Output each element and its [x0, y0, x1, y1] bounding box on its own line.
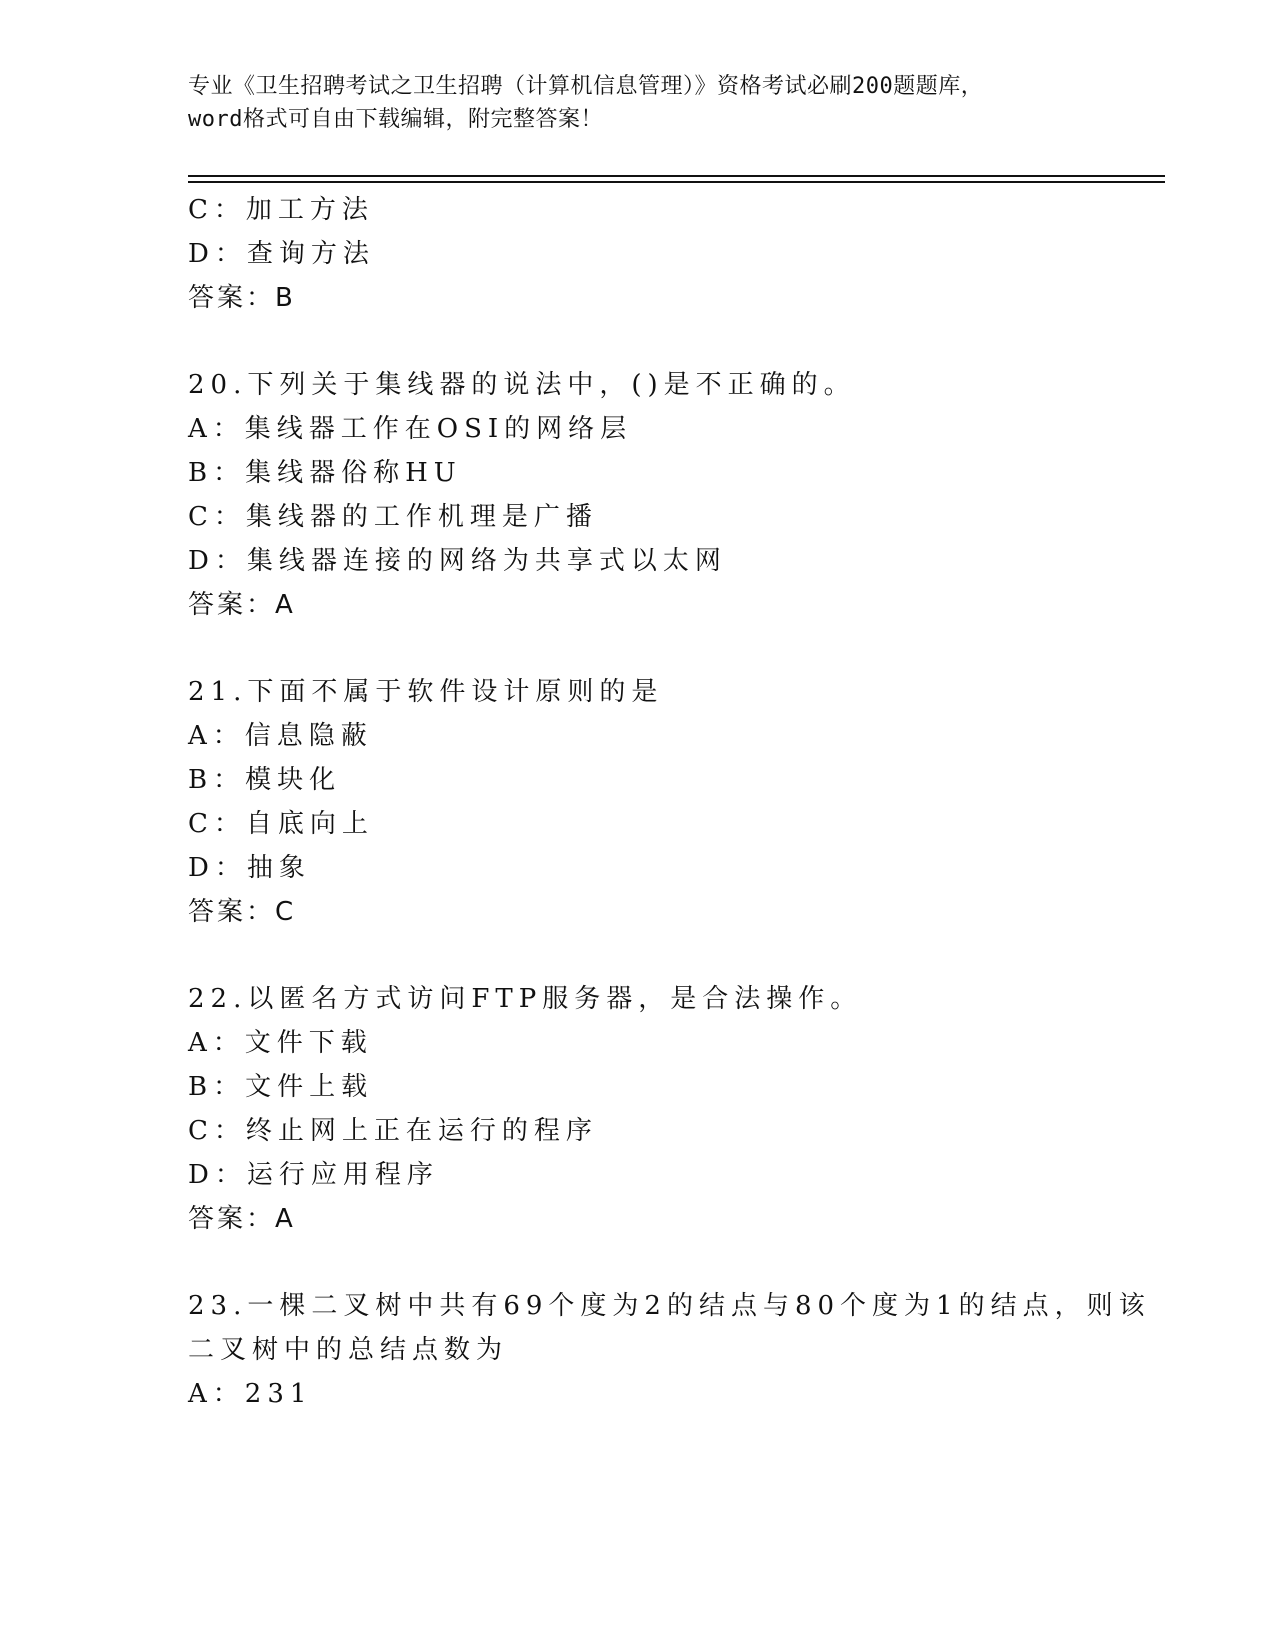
q20-option-b: B：集线器俗称HU — [188, 458, 462, 488]
prev-option-c: C：加工方法 — [188, 195, 374, 225]
q23-stem-line-2: 二叉树中的总结点数为 — [188, 1335, 509, 1365]
q21-option-b: B：模块化 — [188, 765, 342, 795]
q21-option-c: C：自底向上 — [188, 809, 374, 839]
q22-option-c: C：终止网上正在运行的程序 — [188, 1116, 598, 1146]
q20-option-a: A：集线器工作在OSI的网络层 — [188, 414, 633, 444]
prev-option-d: D：查询方法 — [188, 239, 375, 269]
header-line-1: 专业《卫生招聘考试之卫生招聘（计算机信息管理）》资格考试必刷200题题库， — [188, 74, 984, 99]
header-line-2: word格式可自由下载编辑，附完整答案！ — [188, 107, 603, 132]
q21-option-d: D：抽象 — [188, 853, 311, 883]
q20-stem: 20.下列关于集线器的说法中，()是不正确的。 — [188, 370, 856, 400]
q20-option-d: D：集线器连接的网络为共享式以太网 — [188, 546, 727, 576]
q22-option-a: A：文件下载 — [188, 1028, 373, 1058]
q21-answer: 答案：C — [188, 897, 297, 927]
header-divider-bottom — [188, 181, 1165, 183]
q23-stem-line-1: 23.一棵二叉树中共有69个度为2的结点与80个度为1的结点，则该 — [188, 1291, 1151, 1321]
q21-option-a: A：信息隐蔽 — [188, 721, 373, 751]
q21-stem: 21.下面不属于软件设计原则的是 — [188, 677, 664, 707]
header-divider-top — [188, 175, 1165, 177]
document-header — [188, 70, 1088, 136]
q22-answer: 答案：A — [188, 1204, 296, 1234]
q20-answer: 答案：A — [188, 590, 296, 620]
q22-option-d: D：运行应用程序 — [188, 1160, 439, 1190]
q20-option-c: C：集线器的工作机理是广播 — [188, 502, 598, 532]
prev-answer: 答案：B — [188, 283, 296, 313]
q22-stem: 22.以匿名方式访问FTP服务器，是合法操作。 — [188, 984, 863, 1014]
q23-option-a: A：231 — [188, 1379, 313, 1409]
q22-option-b: B：文件上载 — [188, 1072, 374, 1102]
